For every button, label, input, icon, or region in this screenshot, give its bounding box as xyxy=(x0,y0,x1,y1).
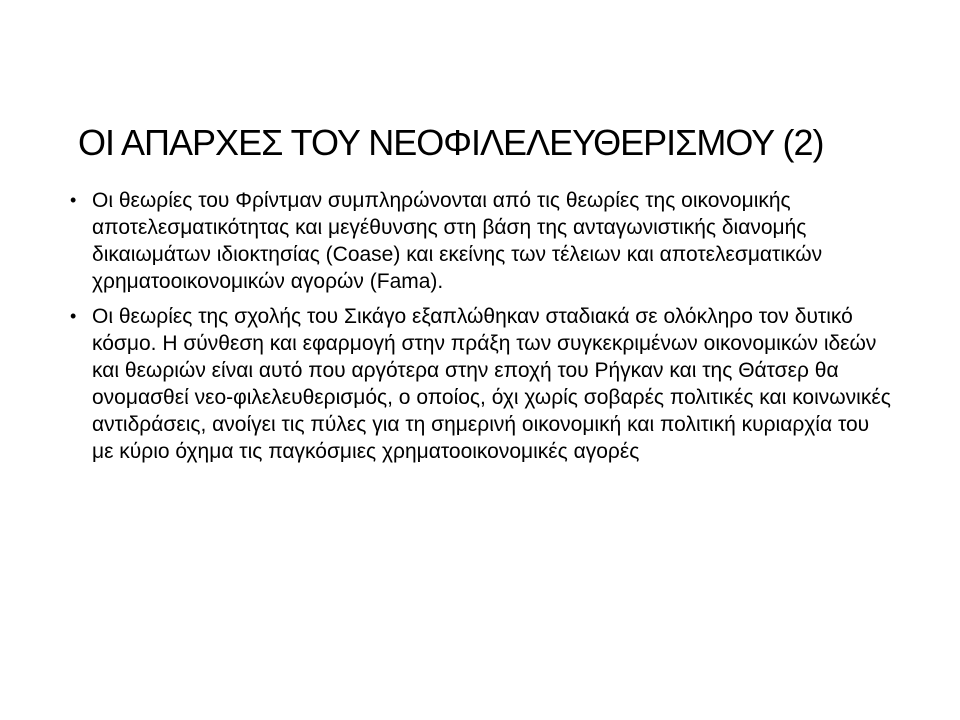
bullet-list xyxy=(66,187,896,473)
bullet-item xyxy=(66,187,896,295)
slide-title: ΟΙ ΑΠΑΡΧΕΣ ΤΟΥ ΝΕΟΦΙΛΕΛΕΥΘΕΡΙΣΜΟΥ (2) xyxy=(78,122,824,163)
bullet-text: Οι θεωρίες του Φρίντμαν συμπληρώνονται από τις θεωρίες της οικονομικής αποτελεσματικότητας και μεγέθυνσης στη βάση της ανταγωνιστικής διανομής δικαιωμάτων ιδιοκτησίας (Coase) και εκείνης των τέλειων και αποτελεσματικών χρηματοοικονομικών αγορών (Fama). xyxy=(92,189,823,293)
bullet-marker: • xyxy=(70,190,77,210)
bullet-text: Οι θεωρίες της σχολής του Σικάγο εξαπλώθηκαν σταδιακά σε ολόκληρο τον δυτικό κόσμο. Η σύνθεση και εφαρμογή στην πράξη των συγκεκριμένων οικονομικών ιδεών και θεωριών είναι αυτό που αργότερα στην εποχή του Ρήγκαν και της Θάτσερ θα ονομασθεί νεο-φιλελευθερισμός, ο οποίος, όχι χωρίς σοβαρές πολιτικές και κοινωνικές αντιδράσεις, ανοίγει τις πύλες για τη σημερινή οικονομική και πολιτική κυριαρχία του με κύριο όχημα τις παγκόσμιες χρηματοοικονομικές αγορές xyxy=(92,305,891,463)
bullet-item xyxy=(66,303,896,465)
bullet-marker: • xyxy=(70,306,77,326)
